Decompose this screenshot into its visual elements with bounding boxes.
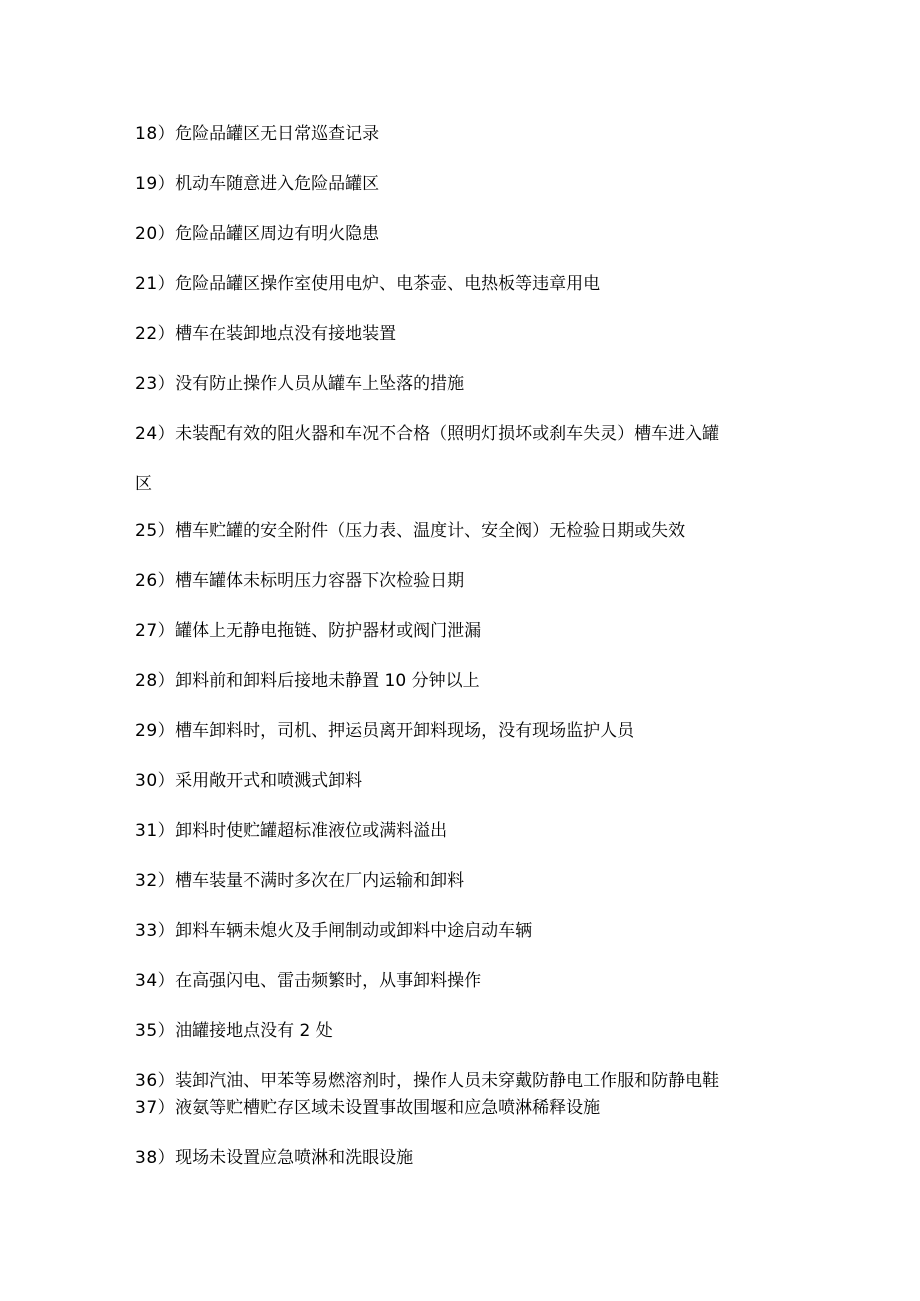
item-number: 26） (135, 571, 176, 591)
item-text: 卸料时使贮罐超标准液位或满料溢出 (175, 821, 448, 841)
item-number: 30） (135, 771, 176, 791)
item-number: 28） (135, 671, 176, 691)
item-number: 31） (135, 821, 176, 841)
list-item (135, 1147, 785, 1169)
item-number: 36） (135, 1071, 176, 1091)
item-number: 33） (135, 921, 176, 941)
item-number: 34） (135, 971, 176, 991)
item-text: 现场未设置应急喷淋和洗眼设施 (175, 1148, 414, 1168)
item-text: 槽车贮罐的安全附件（压力表、温度计、安全阀）无检验日期或失效 (175, 521, 686, 541)
list-item (135, 323, 785, 345)
item-text: 未装配有效的阻火器和车况不合格（照明灯损坏或刹车失灵）槽车进入罐 (175, 424, 720, 444)
item-text: 危险品罐区无日常巡查记录 (175, 124, 380, 144)
list-item (135, 123, 785, 145)
item-text: 机动车随意进入危险品罐区 (175, 174, 380, 194)
list-item (135, 820, 785, 842)
item-number: 38） (135, 1148, 176, 1168)
item-text: 没有防止操作人员从罐车上坠落的措施 (175, 374, 465, 394)
item-text: 卸料前和卸料后接地未静置 10 分钟以上 (175, 671, 480, 691)
list-item (135, 570, 785, 592)
item-text: 危险品罐区操作室使用电炉、电茶壶、电热板等违章用电 (175, 274, 601, 294)
list-item (135, 423, 785, 445)
item-text: 危险品罐区周边有明火隐患 (175, 224, 380, 244)
item-number: 23） (135, 374, 176, 394)
item-text: 罐体上无静电拖链、防护器材或阀门泄漏 (175, 621, 482, 641)
item-text: 采用敞开式和喷溅式卸料 (175, 771, 363, 791)
item-text: 液氨等贮槽贮存区域未设置事故围堰和应急喷淋稀释设施 (175, 1098, 601, 1118)
item-text: 油罐接地点没有 2 处 (175, 1021, 333, 1041)
list-item (135, 373, 785, 395)
item-number: 27） (135, 621, 176, 641)
item-text: 槽车罐体未标明压力容器下次检验日期 (175, 571, 465, 591)
item-number: 29） (135, 721, 176, 741)
list-item (135, 173, 785, 195)
list-item (135, 1070, 785, 1092)
item-number: 32） (135, 871, 176, 891)
item-text: 槽车在装卸地点没有接地装置 (175, 324, 397, 344)
list-item (135, 273, 785, 295)
item-text: 槽车装量不满时多次在厂内运输和卸料 (175, 871, 465, 891)
item-number: 22） (135, 324, 176, 344)
list-item (135, 620, 785, 642)
item-number: 37） (135, 1098, 176, 1118)
list-item (135, 720, 785, 742)
item-number: 25） (135, 521, 176, 541)
list-item (135, 920, 785, 942)
item-text: 槽车卸料时，司机、押运员离开卸料现场，没有现场监护人员 (175, 721, 635, 741)
list-item (135, 770, 785, 792)
item-number: 18） (135, 124, 176, 144)
item-number: 24） (135, 424, 176, 444)
item-number: 21） (135, 274, 176, 294)
list-item (135, 670, 785, 692)
item-number: 35） (135, 1021, 176, 1041)
item-text: 卸料车辆未熄火及手闸制动或卸料中途启动车辆 (175, 921, 533, 941)
item-text: 在高强闪电、雷击频繁时，从事卸料操作 (175, 971, 482, 991)
list-item (135, 1020, 785, 1042)
list-item (135, 870, 785, 892)
list-item (135, 1097, 785, 1119)
list-item (135, 970, 785, 992)
item-text: 装卸汽油、甲苯等易燃溶剂时，操作人员未穿戴防静电工作服和防静电鞋 (175, 1071, 720, 1091)
item-number: 20） (135, 224, 176, 244)
list-item (135, 520, 785, 542)
item-number: 19） (135, 174, 176, 194)
list-item (135, 223, 785, 245)
item-continuation: 区 (135, 474, 152, 494)
